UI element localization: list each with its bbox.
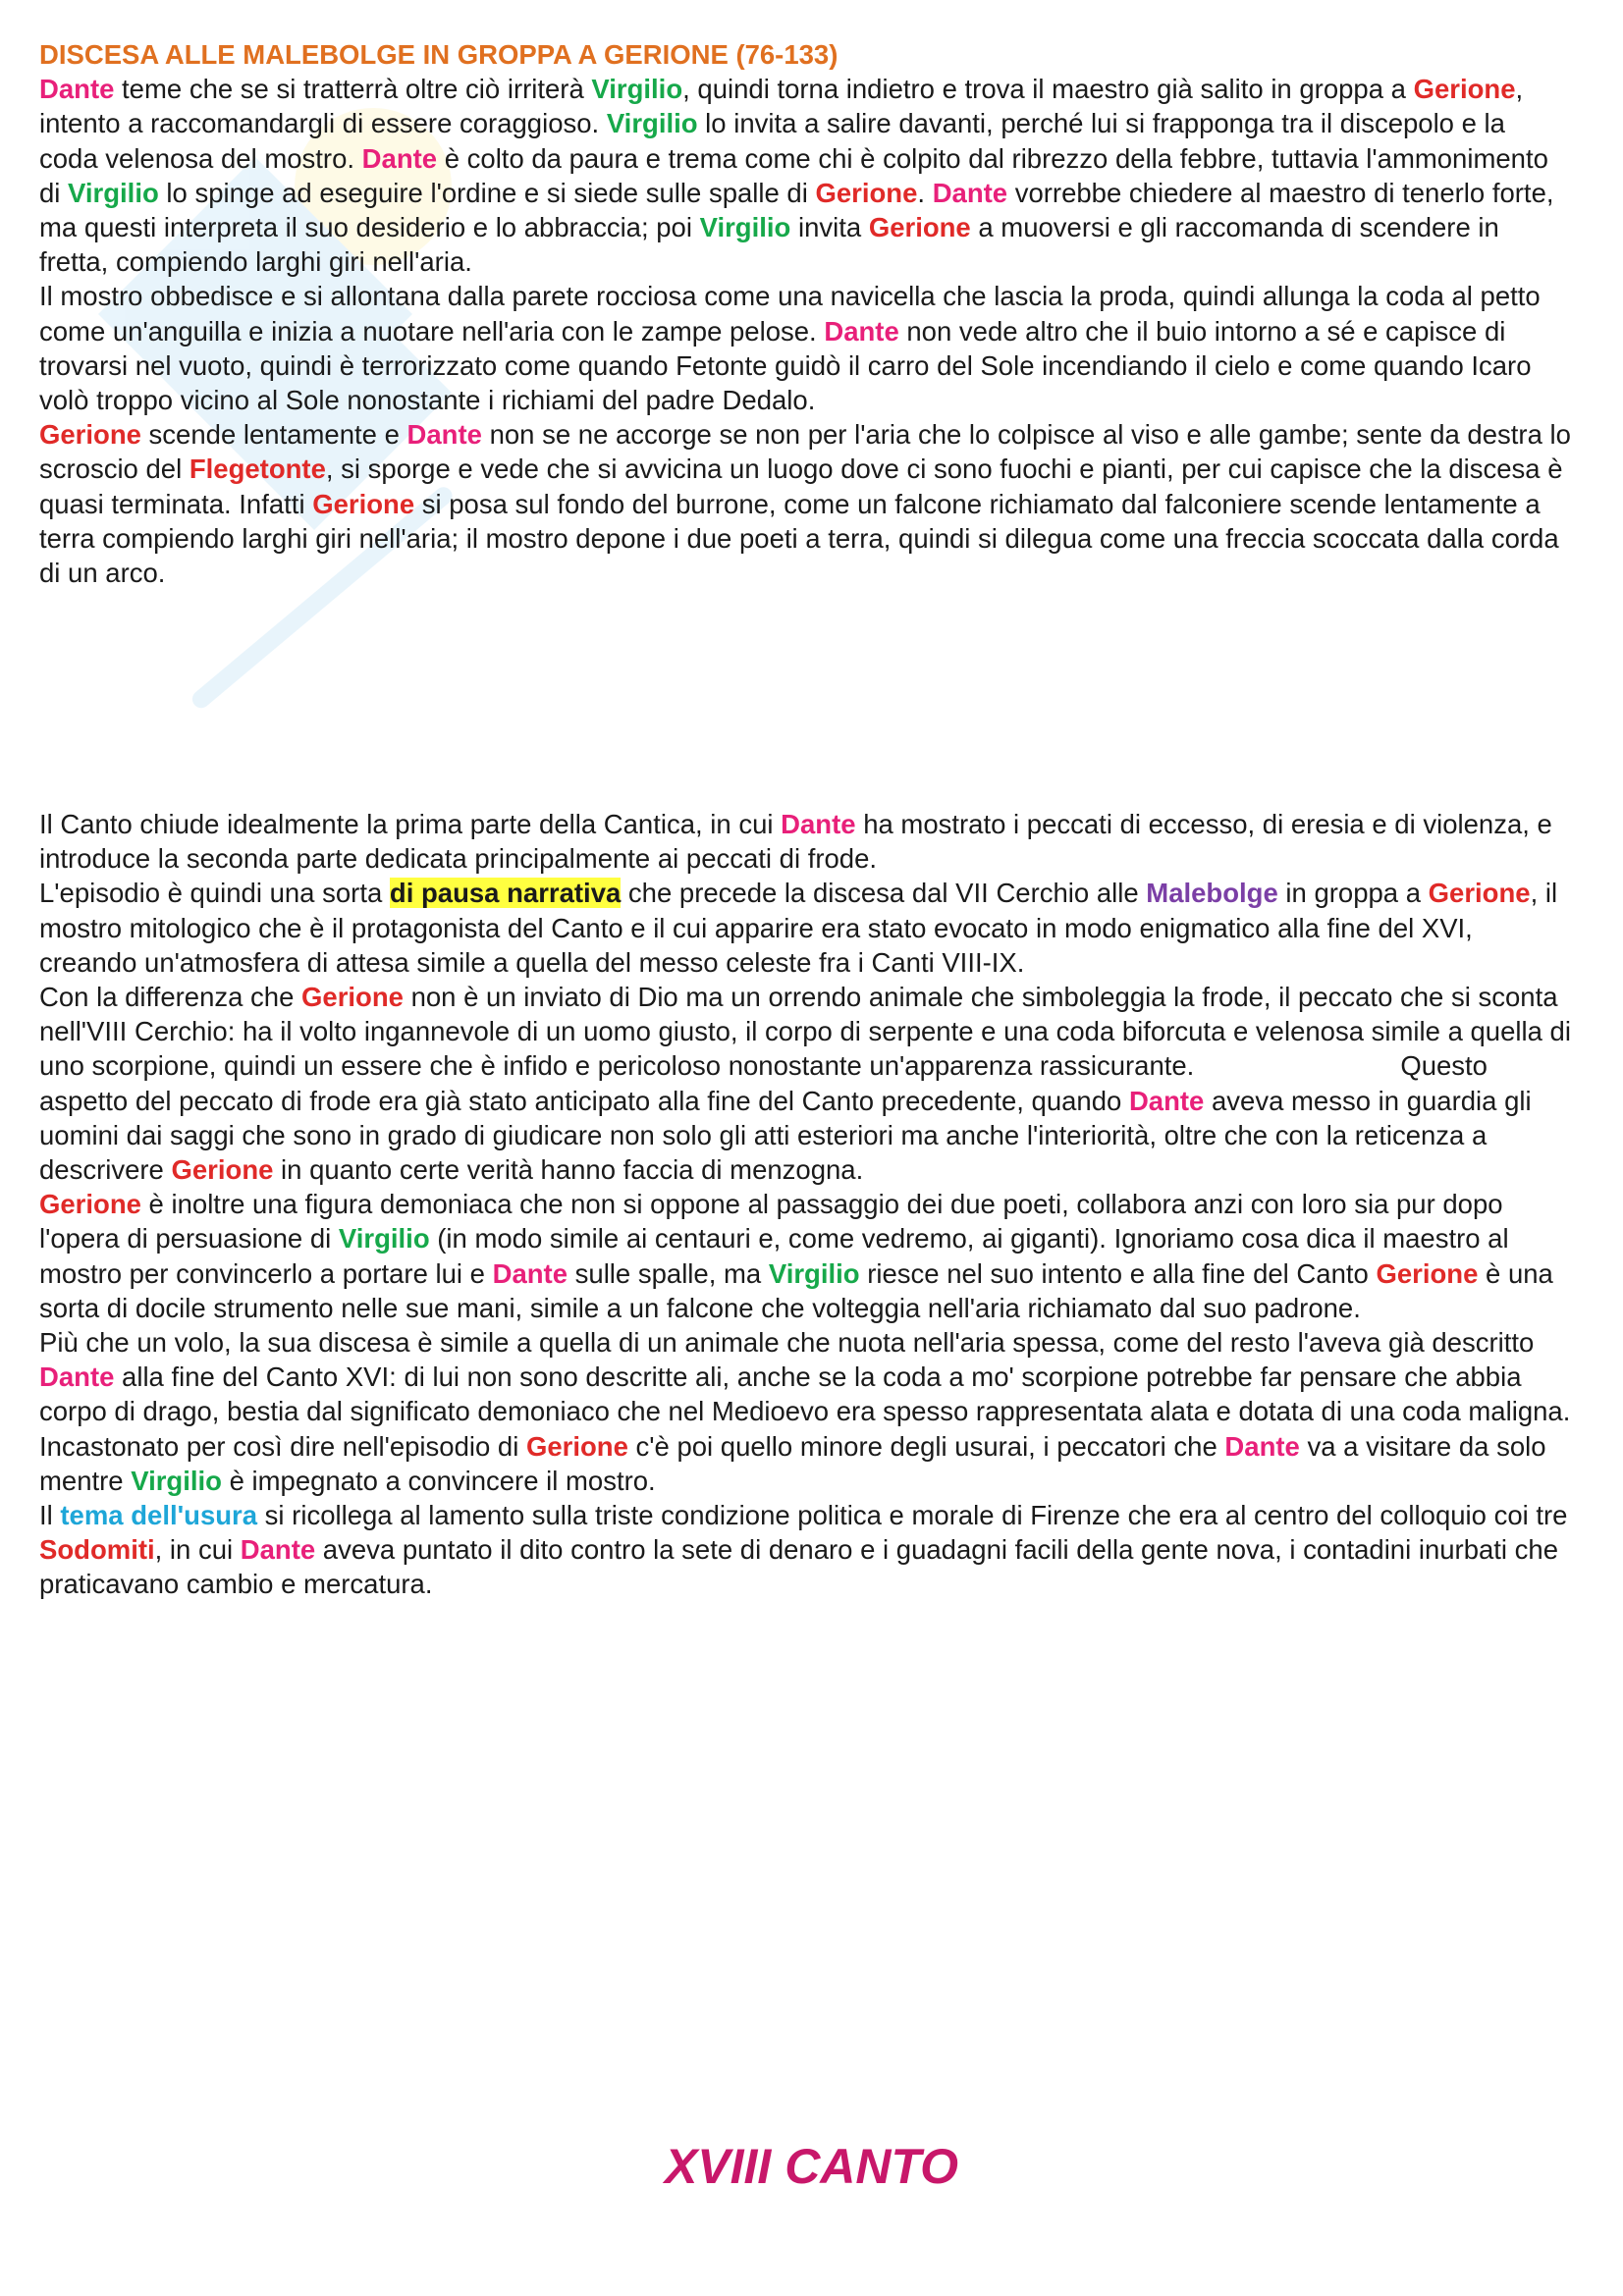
name-gerione: Gerione — [171, 1154, 274, 1186]
name-flegetonte: Flegetonte — [189, 454, 326, 485]
text-run: c'è poi quello minore degli usurai, i peccatori che — [627, 1430, 1225, 1462]
text-run: , intento a raccomandargli di essere coraggioso. — [39, 74, 1524, 139]
section-heading: DISCESA ALLE MALEBOLGE IN GROPPA A GERIONE (76-133) — [39, 39, 839, 70]
text-run: Il — [39, 1500, 61, 1531]
name-virgilio: Virgilio — [591, 74, 683, 105]
name-dante: Dante — [781, 809, 856, 839]
text-run: e il cui apparire era stato evocato in modo enigmatico alla fine del XVI, creando un'atmosfera di attesa simile a quella del messo celeste fra i Canti VIII-IX. — [39, 912, 1473, 978]
text-run: Con la differenza che — [39, 982, 302, 1013]
bold-text: parte dedicata principalmente ai peccati di frode — [296, 843, 870, 875]
bold-text: orrendo animale che simboleggia la frode, il peccato che si sconta nell'VIII Cerchio: — [39, 982, 1558, 1047]
theme-usura: tema dell'usura — [60, 1500, 258, 1531]
text-run: è impegnato a convincere il mostro. — [221, 1465, 656, 1496]
name-dante: Dante — [492, 1257, 568, 1289]
name-dante: Dante — [824, 315, 899, 347]
text-run: riesce nel suo intento e alla fine del Canto — [859, 1257, 1377, 1289]
text-run: si posa sul fondo del burrone, come un falcone richiamato dal falconiere scende lentamente a terra compiendo larghi giri nell'aria; il mostro depone i due poeti a terra, quindi si dilegua come una freccia scoccata dalla corda di un arco. — [39, 488, 1559, 589]
text-run: in quanto certe verità hanno faccia di menzogna. — [273, 1154, 864, 1186]
name-sodomiti: Sodomiti — [39, 1534, 155, 1566]
name-gerione: Gerione — [525, 1430, 628, 1462]
text-run: è colto da paura e trema come chi è colpito dal ribrezzo della febbre, tuttavia l'ammonimento di — [39, 142, 1548, 208]
name-gerione: Gerione — [868, 212, 971, 243]
name-dante: Dante — [1224, 1430, 1300, 1462]
next-canto-title: XVIII CANTO — [664, 2139, 959, 2194]
text-run: a muoversi e gli raccomanda di scendere in fretta, compiendo larghi giri nell'aria. — [39, 212, 1499, 278]
text-run: si ricollega al — [257, 1500, 429, 1531]
text-run: non se ne accorge se non per l'aria che lo colpisce al viso e alle gambe; sente da destra lo scroscio del — [39, 419, 1571, 485]
name-dante: Dante — [1128, 1085, 1205, 1116]
name-virgilio: Virgilio — [606, 108, 698, 139]
commentary-paragraph-5 — [39, 1325, 1571, 1429]
text-run: . — [869, 843, 878, 875]
commentary-paragraph-1 — [39, 807, 1571, 876]
text-run: Questo aspetto del peccato di frode era già stato anticipato alla fine del Canto precedente, quando — [39, 1050, 1488, 1116]
text-run: ha mostrato i peccati di eccesso, di eresia e di violenza, e introduce la seconda — [39, 809, 1552, 875]
summary-paragraph-3 — [39, 417, 1571, 590]
commentary-paragraph-2 — [39, 876, 1571, 980]
name-gerione: Gerione — [312, 488, 415, 519]
bold-text: lamento sulla triste condizione politica e morale di Firenze che era al centro del colloquio coi tre — [428, 1500, 1568, 1531]
text-run: . — [917, 177, 933, 208]
commentary-paragraph-4 — [39, 1187, 1571, 1325]
name-gerione: Gerione — [1376, 1257, 1479, 1289]
text-run: , in cui — [154, 1534, 241, 1566]
text-run: alla fine del Canto XVI: di lui non sono descritte ali, anche se la coda a mo' scorpione potrebbe far pensare che abbia corpo di drago, bestia dal significato demoniaco che nel Medioevo era spesso rappresentata alata e dotata di una coda maligna. — [39, 1362, 1571, 1427]
summary-paragraph-1 — [39, 72, 1571, 279]
text-run: Incastonato per così dire nell'episodio di — [39, 1430, 526, 1462]
text-run: Più che un volo, la sua discesa è simile a quella di un animale che nuota nell'aria spessa, come del resto l'aveva già descritto — [39, 1327, 1535, 1359]
summary-paragraph-2 — [39, 279, 1571, 417]
commentary-paragraph-7 — [39, 1498, 1571, 1602]
name-dante: Dante — [932, 177, 1008, 208]
text-run: aveva messo in guardia gli uomini dai saggi che sono in grado di giudicare non solo gli atti esteriori ma anche l'interiorità, oltre che con la reticenza a descrivere — [39, 1085, 1532, 1186]
name-gerione: Gerione — [1428, 878, 1531, 909]
name-dante: Dante — [39, 1362, 115, 1393]
name-dante: Dante — [406, 419, 482, 451]
name-gerione: Gerione — [301, 982, 404, 1013]
text-run: scende lentamente e — [140, 419, 407, 451]
commentary-paragraph-6 — [39, 1429, 1571, 1498]
name-dante: Dante — [39, 74, 115, 105]
text-run: di — [302, 1223, 339, 1255]
name-virgilio: Virgilio — [699, 212, 791, 243]
highlighted-text: di pausa narrativa — [389, 878, 622, 909]
name-gerione: Gerione — [815, 177, 918, 208]
name-virgilio: Virgilio — [68, 177, 159, 208]
name-dante: Dante — [361, 142, 438, 174]
summary-section — [39, 37, 1571, 590]
name-malebolge: Malebolge — [1146, 878, 1278, 909]
text-run: che precede la discesa dal VII Cerchio alle — [621, 878, 1147, 909]
text-run: invita — [790, 212, 869, 243]
bold-text: è inoltre una figura demoniaca che non si oppone al passaggio dei due poeti, collabora anzi con loro sia pur dopo l'opera di persuasione — [39, 1189, 1503, 1255]
name-dante: Dante — [240, 1534, 316, 1566]
text-run: , in cui — [695, 809, 782, 839]
commentary-section — [39, 807, 1571, 1602]
bold-text: Il Canto chiude idealmente la prima parte della Cantica — [39, 809, 696, 839]
name-virgilio: Virgilio — [768, 1257, 860, 1289]
name-virgilio: Virgilio — [338, 1223, 430, 1255]
text-run: (in modo simile ai centauri e, come vedremo, ai giganti). Ignoriamo cosa dica il maestro al mostro per convincerlo a portare lui e — [39, 1223, 1509, 1289]
name-gerione: Gerione — [39, 419, 141, 451]
name-gerione: Gerione — [39, 1189, 141, 1220]
text-run: L'episodio è quindi una sorta — [39, 878, 390, 909]
text-run: , quindi torna indietro e trova il maestro già salito in groppa a — [682, 74, 1414, 105]
text-run: in groppa a — [1277, 878, 1429, 909]
text-run: ha il volto ingannevole di un uomo giusto, il corpo di serpente e una coda biforcuta e velenosa simile a quella di uno scorpione, quindi un essere che è infido e pericoloso nonostante un'apparenza rassicurante. — [39, 1016, 1571, 1082]
text-run: Il mostro obbedisce e si allontana dalla parete rocciosa come una navicella che lascia la proda, quindi allunga la coda al petto come un'anguilla e inizia a nuotare nell'aria con le zampe pelose. — [39, 281, 1541, 347]
text-run: , si sporge e vede che si avvicina un luogo dove ci sono fuochi e pianti, per cui capisce che la discesa è quasi terminata. Infatti — [39, 454, 1563, 519]
text-run: non è un inviato di Dio ma un — [403, 982, 769, 1013]
text-run: lo invita a salire davanti, perché lui si frapponga tra il discepolo e la coda velenosa del mostro. — [39, 108, 1505, 174]
text-run: teme che se si tratterrà oltre ciò irriterà — [114, 74, 592, 105]
text-run: non vede altro che il buio intorno a sé e capisce di trovarsi nel vuoto, quindi è terrorizzato come quando Fetonte guidò il carro del Sole incendiando il cielo e come quando Icaro volò troppo vicino al Sole nonostante i richiami del padre Dedalo. — [39, 315, 1532, 416]
text-run: aveva puntato il dito contro la sete di denaro e i guadagni facili della gente nova, i contadini inurbati che praticavano cambio e mercatura. — [39, 1534, 1559, 1600]
text-run: va a visitare da solo mentre — [39, 1430, 1546, 1496]
text-run: lo spinge ad eseguire l'ordine e si siede sulle spalle di — [158, 177, 816, 208]
text-run: vorrebbe chiedere al maestro di tenerlo forte, ma questi interpreta il suo desiderio e lo abbraccia; poi — [39, 177, 1554, 243]
text-run: , il mostro mitologico che è il — [39, 878, 1558, 943]
name-virgilio: Virgilio — [131, 1465, 222, 1496]
bold-text: è una sorta di docile strumento nelle sue mani, simile a un falcone che volteggia nell'aria richiamato dal suo padrone — [39, 1257, 1553, 1323]
bold-text: protagonista del Canto — [351, 912, 623, 943]
commentary-paragraph-3 — [39, 980, 1571, 1187]
name-gerione: Gerione — [1413, 74, 1516, 105]
text-run: . — [1353, 1292, 1361, 1323]
text-run: sulle spalle, ma — [568, 1257, 769, 1289]
